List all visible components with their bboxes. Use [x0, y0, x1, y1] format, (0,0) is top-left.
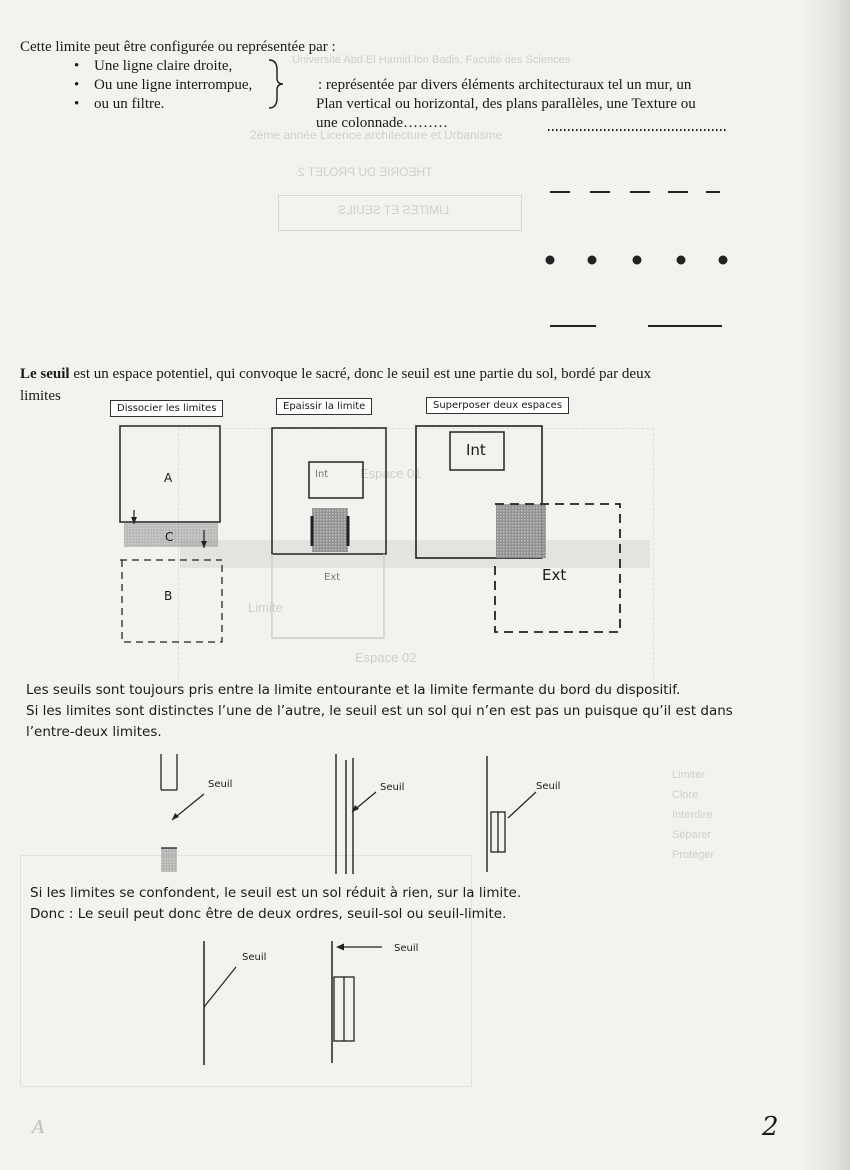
- para-distinct-2: Si les limites sont distinctes l’une de l’autre, le seuil est un sol qui n’en est pas un puisque qu’il est dans: [26, 703, 733, 719]
- seuil-label-3: Seuil: [536, 781, 561, 792]
- list-item: • ou un filtre.: [68, 95, 252, 114]
- seuil-limite-diagram: [204, 941, 236, 1065]
- represented-text-2: Plan vertical ou horizontal, des plans parallèles, une Texture ou: [316, 96, 696, 112]
- bleed-through-subtitle: 2ème année Licence architecture et Urbanisme: [250, 128, 503, 142]
- label-ext-small: Ext: [324, 572, 341, 583]
- seuil-label-2: Seuil: [380, 782, 405, 793]
- label-ext: Ext: [542, 566, 567, 584]
- para-distinct-3: l’entre-deux limites.: [26, 724, 162, 740]
- bleed-through-box-text: LIMITES ET SEUILS: [338, 203, 450, 217]
- epaissir-diagram: [272, 428, 386, 638]
- label-c: C: [165, 530, 174, 544]
- label-int: Int: [466, 441, 486, 459]
- bleed-through-espace1: Espace 01: [360, 466, 422, 481]
- bleed-side-item: Interdire: [672, 809, 713, 821]
- thickened-limit: [312, 508, 348, 552]
- superposer-diagram: [416, 426, 620, 632]
- para-confondent-2: Donc : Le seuil peut donc être de deux ordres, seuil-sol ou seuil-limite.: [30, 906, 507, 922]
- label-dissocier: Dissocier les limites: [110, 400, 223, 417]
- page-edge-shadow: [800, 0, 850, 1170]
- para-confondent-1: Si les limites se confondent, le seuil est un sol réduit à rien, sur la limite.: [30, 885, 522, 901]
- list-item: • Une ligne claire droite,: [68, 57, 252, 76]
- parallel-limits-diagram: [336, 754, 376, 874]
- label-int-small: Int: [315, 469, 329, 480]
- seuil-label-4: Seuil: [242, 952, 267, 963]
- page-number: 2: [762, 1112, 779, 1142]
- intro-line: Cette limite peut être configurée ou représentée par :: [20, 39, 336, 55]
- seuil-label-5: Seuil: [394, 943, 419, 954]
- represented-text-3: une colonnade………: [316, 115, 449, 131]
- seuil-sol-diagram: [161, 754, 204, 872]
- list-item: • Ou une ligne interrompue,: [68, 76, 252, 95]
- bleed-through-side-list: [672, 765, 714, 865]
- seuil-definition: [20, 365, 740, 384]
- bleed-side-item: Protéger: [672, 849, 715, 861]
- bleed-side-item: Séparer: [672, 829, 712, 841]
- label-a: A: [164, 471, 173, 485]
- seuil-definition-text: est un espace potentiel, qui convoque le sacré, donc le seuil est une partie du sol, bordé par deux: [69, 366, 652, 382]
- limit-types-list: [68, 57, 252, 114]
- margin-mark: A: [32, 1117, 45, 1138]
- bleed-through-limite: Limite: [248, 600, 283, 615]
- seuil-limite-arrow-diagram: [332, 941, 382, 1063]
- label-superposer: Superposer deux espaces: [426, 397, 569, 414]
- bleed-through-title: Université Abd El Hamid Ibn Badis, Faculté des Sciences: [292, 54, 571, 66]
- seuil-definition-cont: limites: [20, 388, 61, 404]
- curly-brace: [266, 58, 286, 110]
- bleed-side-item: Limiter: [672, 769, 706, 781]
- seuil-term: Le seuil: [20, 366, 70, 382]
- exterior-space: [272, 554, 384, 638]
- overlap-seuil: [496, 504, 546, 558]
- bleed-side-item: Clore: [672, 789, 699, 801]
- label-epaissir: Epaissir la limite: [276, 398, 372, 415]
- seuil-label-1: Seuil: [208, 779, 233, 790]
- seuil-diagrams-2: [140, 750, 560, 880]
- label-b: B: [164, 589, 173, 603]
- para-distinct-1: Les seuils sont toujours pris entre la limite entourante et la limite fermante du bord du dispositif.: [26, 682, 681, 698]
- dots-sample: [546, 256, 728, 265]
- seuil-diagrams-1: [110, 420, 640, 650]
- bleed-through-espace2: Espace 02: [355, 650, 417, 665]
- seuil-wall-diagram: [487, 756, 536, 872]
- bleed-through-heading: THEORIE DU PROJET 2: [298, 165, 433, 179]
- represented-text-1: : représentée par divers éléments architecturaux tel un mur, un: [318, 77, 692, 93]
- line-style-samples: [540, 118, 740, 338]
